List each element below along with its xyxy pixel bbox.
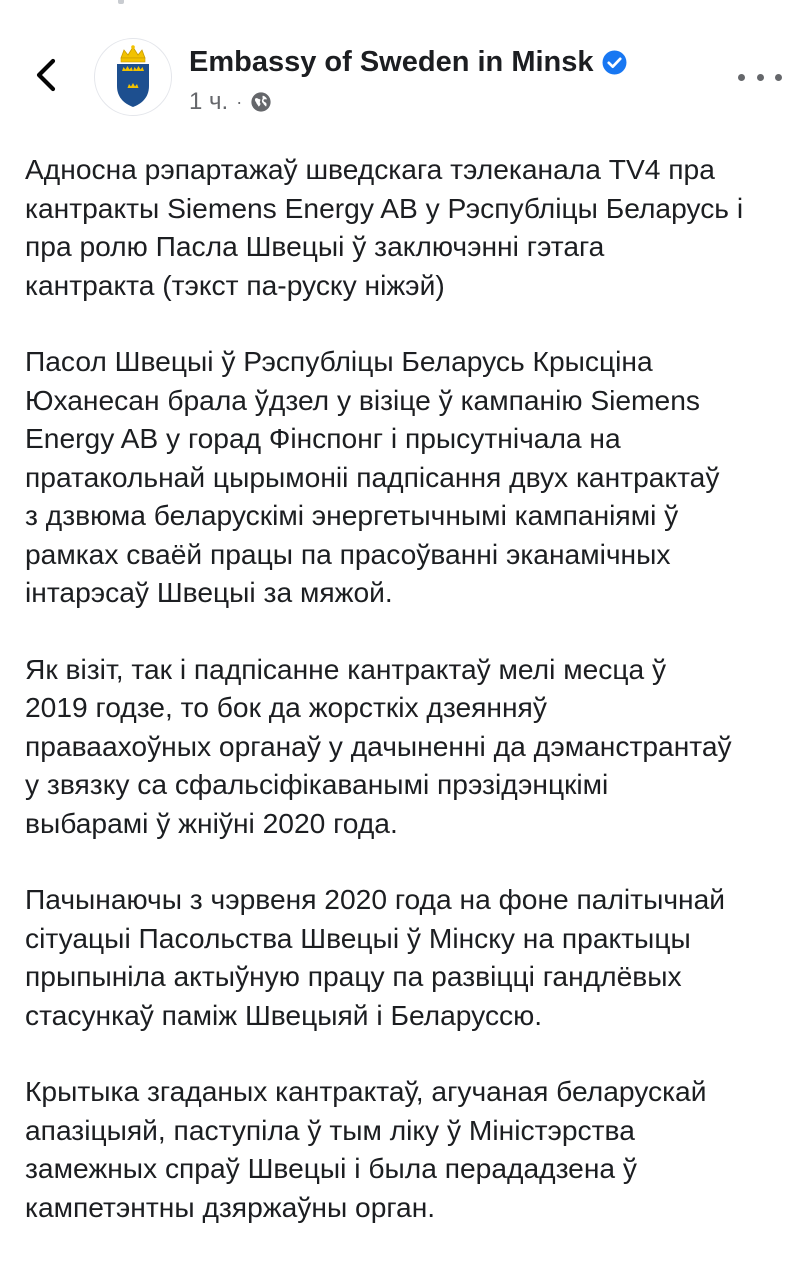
post-text (25, 150, 795, 1264)
swedish-coat-of-arms-icon (104, 44, 162, 110)
post-paragraph: Як візіт, так і падпісанне кантрактаў мелі месца ў 2019 годзе, то бок да жорсткіх дзеянняў праваахоўных органаў у дачыненні да дэманстрантаў у звязку са сфальсіфікаванымі прэзідэнцкімі выбарамі ў жніўні 2020 года. (25, 652, 732, 839)
verified-badge-icon (602, 50, 627, 75)
back-button[interactable] (24, 50, 68, 100)
post-header (0, 0, 807, 140)
post-paragraph: Пачынаючы з чэрвеня 2020 года на фоне палітычнай сітуацыі Пасольства Швецыі ў Мінску на практыцы прыпыніла актыўную працу па развіцці гандлёвых стасункаў паміж Швецыяй і Беларуссю. (25, 883, 726, 1031)
globe-icon (250, 91, 272, 113)
more-options-button[interactable] (738, 62, 782, 92)
avatar[interactable] (94, 38, 172, 116)
page-name[interactable]: Embassy of Sweden in Minsk (189, 46, 594, 78)
post-time[interactable]: 1 ч. (189, 88, 229, 115)
post-paragraph: Пасол Швецыі ў Рэспубліцы Беларусь Крысціна Юханесан брала ўдзел у візіце ў кампанію Siemens Energy AB у горад Фінспонг і прысутнічала на пратакольнай цырымоніі падпісання двух кантрактаў з дзвюма беларускімі энергетычнымі кампаніямі ў рамках сваёй працы па прасоўванні эканамічных інтарэсаў Швецыі за мяжой. (25, 345, 720, 608)
meta-separator: · (236, 91, 243, 112)
chevron-left-icon (33, 57, 59, 93)
post-paragraph: Крытыка згаданых кантрактаў, агучаная беларускай апазіцыяй, паступіла ў тым ліку ў Міністэрства замежных спраў Швецыі і была перададзена ў кампетэнтны дзяржаўны орган. (25, 1075, 707, 1223)
more-dot (775, 74, 782, 81)
post-meta (189, 88, 272, 116)
more-dot (738, 74, 745, 81)
more-dot (757, 74, 764, 81)
page-name-row (189, 46, 627, 79)
post-paragraph: Адносна рэпартажаў шведскага тэлеканала TV4 пра кантракты Siemens Energy AB у Рэспубліцы Беларусь і пра ролю Пасла Швецыі ў заключэнні гэтага кантракта (тэкст па-руску ніжэй) (25, 153, 744, 301)
